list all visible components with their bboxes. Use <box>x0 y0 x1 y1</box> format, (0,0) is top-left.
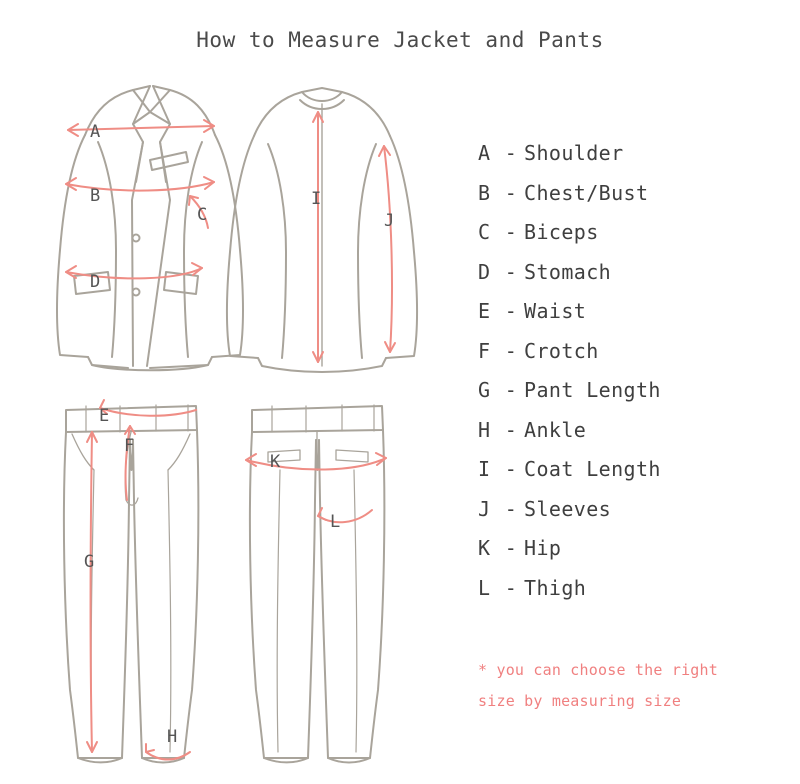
legend-key-j: J <box>478 496 491 521</box>
legend-label-a: Shoulder <box>524 141 624 165</box>
legend-dash-j: - <box>504 496 518 521</box>
mark-d: D <box>90 272 101 292</box>
legend-key-h: H <box>478 417 491 442</box>
page-title: How to Measure Jacket and Pants <box>196 28 604 52</box>
legend-key-f: F <box>478 338 491 363</box>
legend-dash-i: - <box>504 457 518 481</box>
legend-key-a: A <box>478 141 491 165</box>
mark-i: I <box>311 189 322 209</box>
legend-label-h: Ankle <box>524 417 587 442</box>
legend-label-f: Crotch <box>524 338 599 363</box>
legend-dash-a: - <box>504 141 518 165</box>
legend-item-c <box>478 213 778 253</box>
legend-dash-d: - <box>504 259 518 284</box>
legend-dash-k: - <box>504 536 518 560</box>
legend-key-d: D <box>478 259 491 284</box>
legend-dash-l: - <box>504 575 518 600</box>
measurement-lines <box>66 112 395 760</box>
mark-k: K <box>270 452 281 472</box>
mark-f: F <box>124 436 135 456</box>
legend-item-b <box>478 174 778 214</box>
legend-label-b: Chest/Bust <box>524 180 649 205</box>
legend-dash-c: - <box>504 220 518 244</box>
legend-label-k: Hip <box>524 536 562 560</box>
legend-dash-b: - <box>504 180 518 205</box>
mark-h: H <box>167 727 178 747</box>
mark-b: B <box>90 186 101 206</box>
legend-item-l <box>478 569 778 609</box>
legend-key-l: L <box>478 575 491 600</box>
legend-label-c: Biceps <box>524 220 599 244</box>
legend-item-a <box>478 134 778 174</box>
measurement-legend <box>478 134 778 608</box>
legend-key-g: G <box>478 378 491 402</box>
legend-item-i <box>478 450 778 490</box>
pants-front-illustration <box>64 405 198 763</box>
mark-j: J <box>384 211 395 231</box>
legend-key-b: B <box>478 180 491 205</box>
legend-key-e: E <box>478 299 491 323</box>
legend-item-g <box>478 371 778 411</box>
legend-item-f <box>478 332 778 372</box>
sizing-note-line-2: size by measuring size <box>478 692 682 710</box>
legend-item-k <box>478 529 778 569</box>
sizing-note <box>478 655 788 717</box>
mark-c: C <box>197 205 208 225</box>
legend-item-e <box>478 292 778 332</box>
legend-label-l: Thigh <box>524 575 587 600</box>
legend-item-h <box>478 411 778 451</box>
legend-key-c: C <box>478 220 491 244</box>
legend-label-j: Sleeves <box>524 496 612 521</box>
legend-label-d: Stomach <box>524 259 612 284</box>
legend-label-g: Pant Length <box>524 378 661 402</box>
legend-dash-f: - <box>504 338 518 363</box>
mark-e: E <box>99 406 110 426</box>
legend-key-k: K <box>478 536 491 560</box>
sizing-note-line-1: * you can choose the right <box>478 661 718 679</box>
mark-g: G <box>84 552 95 572</box>
legend-item-d <box>478 253 778 293</box>
legend-dash-h: - <box>504 417 518 442</box>
legend-dash-e: - <box>504 299 518 323</box>
legend-key-i: I <box>478 457 491 481</box>
mark-a: A <box>90 122 101 142</box>
legend-label-e: Waist <box>524 299 587 323</box>
mark-l: L <box>330 512 341 532</box>
legend-item-j <box>478 490 778 530</box>
legend-dash-g: - <box>504 378 518 402</box>
legend-label-i: Coat Length <box>524 457 661 481</box>
